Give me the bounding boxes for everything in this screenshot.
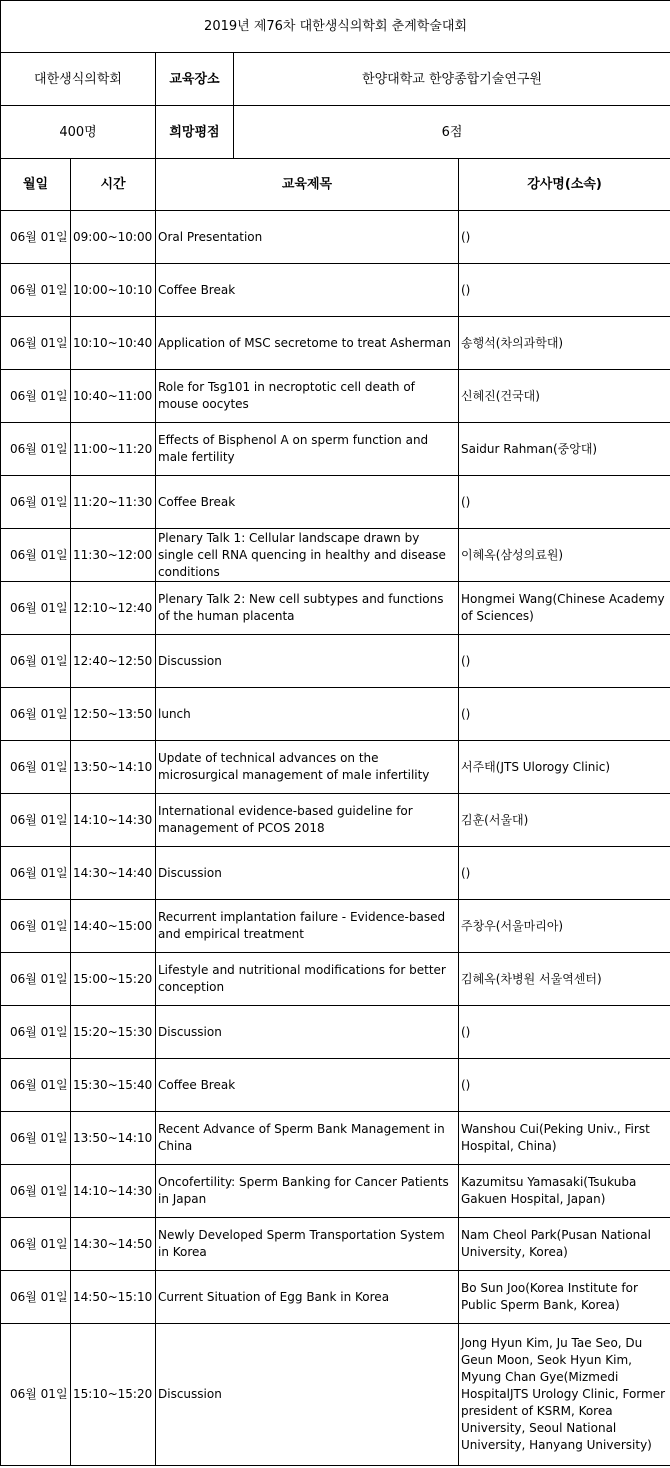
row-speaker: () <box>459 688 670 741</box>
venue-label: 교육장소 <box>156 53 234 106</box>
table-row <box>1 423 670 476</box>
row-topic: Application of MSC secretome to treat Asherman <box>156 317 459 370</box>
row-topic: Coffee Break <box>156 264 459 317</box>
row-time: 14:10~14:30 <box>71 1165 156 1218</box>
row-time: 15:00~15:20 <box>71 953 156 1006</box>
row-speaker: () <box>459 264 670 317</box>
header-row <box>1 159 670 211</box>
table-row <box>1 1112 670 1165</box>
title-row <box>1 1 670 53</box>
row-date: 06월 01일 <box>1 688 71 741</box>
table-row <box>1 953 670 1006</box>
row-topic: Coffee Break <box>156 1059 459 1112</box>
row-time: 13:50~14:10 <box>71 1112 156 1165</box>
row-topic: Discussion <box>156 847 459 900</box>
row-date: 06월 01일 <box>1 1271 71 1324</box>
row-date: 06월 01일 <box>1 1006 71 1059</box>
row-topic: Update of technical advances on the microsurgical management of male infertility <box>156 741 459 794</box>
row-topic: Discussion <box>156 1006 459 1059</box>
row-time: 09:00~10:00 <box>71 211 156 264</box>
row-speaker: Saidur Rahman(중앙대) <box>459 423 670 476</box>
row-topic: Recent Advance of Sperm Bank Management in China <box>156 1112 459 1165</box>
row-date: 06월 01일 <box>1 211 71 264</box>
row-speaker: Kazumitsu Yamasaki(Tsukuba Gakuen Hospital, Japan) <box>459 1165 670 1218</box>
row-date: 06월 01일 <box>1 635 71 688</box>
row-date: 06월 01일 <box>1 423 71 476</box>
row-time: 12:40~12:50 <box>71 635 156 688</box>
row-date: 06월 01일 <box>1 529 71 582</box>
table-row <box>1 1165 670 1218</box>
row-date: 06월 01일 <box>1 1165 71 1218</box>
row-time: 15:20~15:30 <box>71 1006 156 1059</box>
row-date: 06월 01일 <box>1 741 71 794</box>
table-row <box>1 211 670 264</box>
header-date: 월일 <box>1 159 71 211</box>
row-time: 12:10~12:40 <box>71 582 156 635</box>
row-time: 12:50~13:50 <box>71 688 156 741</box>
table-row <box>1 688 670 741</box>
row-speaker: Bo Sun Joo(Korea Institute for Public Sperm Bank, Korea) <box>459 1271 670 1324</box>
row-speaker: () <box>459 476 670 529</box>
table-row <box>1 582 670 635</box>
event-title: 2019년 제76차 대한생식의학회 춘계학술대회 <box>1 1 670 53</box>
row-speaker: () <box>459 1059 670 1112</box>
row-speaker: Wanshou Cui(Peking Univ., First Hospital, China) <box>459 1112 670 1165</box>
row-time: 10:00~10:10 <box>71 264 156 317</box>
row-topic: lunch <box>156 688 459 741</box>
table-row <box>1 370 670 423</box>
row-topic: Coffee Break <box>156 476 459 529</box>
row-topic: Plenary Talk 1: Cellular landscape drawn by single cell RNA quencing in healthy and disease conditions <box>156 529 459 582</box>
points-label: 희망평점 <box>156 106 234 159</box>
row-speaker: () <box>459 1006 670 1059</box>
table-row <box>1 264 670 317</box>
row-time: 13:50~14:10 <box>71 741 156 794</box>
table-row <box>1 900 670 953</box>
row-time: 14:40~15:00 <box>71 900 156 953</box>
points: 6점 <box>234 106 670 159</box>
table-row <box>1 741 670 794</box>
row-time: 14:10~14:30 <box>71 794 156 847</box>
header-time: 시간 <box>71 159 156 211</box>
table-row <box>1 635 670 688</box>
row-speaker: 김혜옥(차병원 서울역센터) <box>459 953 670 1006</box>
row-date: 06월 01일 <box>1 317 71 370</box>
row-time: 15:30~15:40 <box>71 1059 156 1112</box>
row-topic: Plenary Talk 2: New cell subtypes and functions of the human placenta <box>156 582 459 635</box>
row-topic: Oral Presentation <box>156 211 459 264</box>
table-row <box>1 1059 670 1112</box>
venue-row <box>1 53 670 106</box>
row-time: 14:50~15:10 <box>71 1271 156 1324</box>
row-date: 06월 01일 <box>1 1112 71 1165</box>
row-topic: Discussion <box>156 635 459 688</box>
table-row <box>1 794 670 847</box>
row-speaker: Jong Hyun Kim, Ju Tae Seo, Du Geun Moon, Seok Hyun Kim, Myung Chan Gye(Mizmedi HospitalJTS Urology Clinic, Former president of KSRM, Korea University, Seoul National University, Hanyang University) <box>459 1324 670 1466</box>
table-row <box>1 317 670 370</box>
row-topic: Current Situation of Egg Bank in Korea <box>156 1271 459 1324</box>
row-time: 14:30~14:40 <box>71 847 156 900</box>
row-speaker: 김훈(서울대) <box>459 794 670 847</box>
row-topic: Newly Developed Sperm Transportation System in Korea <box>156 1218 459 1271</box>
row-time: 10:40~11:00 <box>71 370 156 423</box>
row-time: 14:30~14:50 <box>71 1218 156 1271</box>
row-date: 06월 01일 <box>1 794 71 847</box>
table-row <box>1 1218 670 1271</box>
row-date: 06월 01일 <box>1 1218 71 1271</box>
row-speaker: 이혜옥(삼성의료원) <box>459 529 670 582</box>
row-time: 11:00~11:20 <box>71 423 156 476</box>
row-speaker: 신혜진(건국대) <box>459 370 670 423</box>
table-row <box>1 1271 670 1324</box>
row-date: 06월 01일 <box>1 847 71 900</box>
row-speaker: () <box>459 635 670 688</box>
row-date: 06월 01일 <box>1 370 71 423</box>
table-row <box>1 529 670 582</box>
table-row <box>1 847 670 900</box>
row-speaker: 주창우(서울마리아) <box>459 900 670 953</box>
row-speaker: () <box>459 847 670 900</box>
row-speaker: 송행석(차의과학대) <box>459 317 670 370</box>
row-topic: Recurrent implantation failure - Evidence-based and empirical treatment <box>156 900 459 953</box>
header-topic: 교육제목 <box>156 159 459 211</box>
row-topic: Lifestyle and nutritional modifications for better conception <box>156 953 459 1006</box>
header-speaker: 강사명(소속) <box>459 159 670 211</box>
points-row <box>1 106 670 159</box>
row-time: 10:10~10:40 <box>71 317 156 370</box>
row-date: 06월 01일 <box>1 900 71 953</box>
row-speaker: Hongmei Wang(Chinese Academy of Sciences) <box>459 582 670 635</box>
row-date: 06월 01일 <box>1 953 71 1006</box>
table-row <box>1 476 670 529</box>
table-row <box>1 1006 670 1059</box>
row-topic: Role for Tsg101 in necroptotic cell death of mouse oocytes <box>156 370 459 423</box>
venue: 한양대학교 한양종합기술연구원 <box>234 53 670 106</box>
row-speaker: Nam Cheol Park(Pusan National University, Korea) <box>459 1218 670 1271</box>
row-speaker: () <box>459 211 670 264</box>
capacity: 400명 <box>1 106 156 159</box>
organizer: 대한생식의학회 <box>1 53 156 106</box>
row-topic: Oncofertility: Sperm Banking for Cancer Patients in Japan <box>156 1165 459 1218</box>
row-topic: International evidence-based guideline for management of PCOS 2018 <box>156 794 459 847</box>
table-row <box>1 1324 670 1466</box>
row-time: 15:10~15:20 <box>71 1324 156 1466</box>
row-date: 06월 01일 <box>1 264 71 317</box>
row-time: 11:20~11:30 <box>71 476 156 529</box>
row-date: 06월 01일 <box>1 1324 71 1466</box>
row-time: 11:30~12:00 <box>71 529 156 582</box>
row-speaker: 서주태(JTS Ulorogy Clinic) <box>459 741 670 794</box>
row-date: 06월 01일 <box>1 1059 71 1112</box>
row-topic: Discussion <box>156 1324 459 1466</box>
row-topic: Effects of Bisphenol A on sperm function and male fertility <box>156 423 459 476</box>
row-date: 06월 01일 <box>1 476 71 529</box>
row-date: 06월 01일 <box>1 582 71 635</box>
